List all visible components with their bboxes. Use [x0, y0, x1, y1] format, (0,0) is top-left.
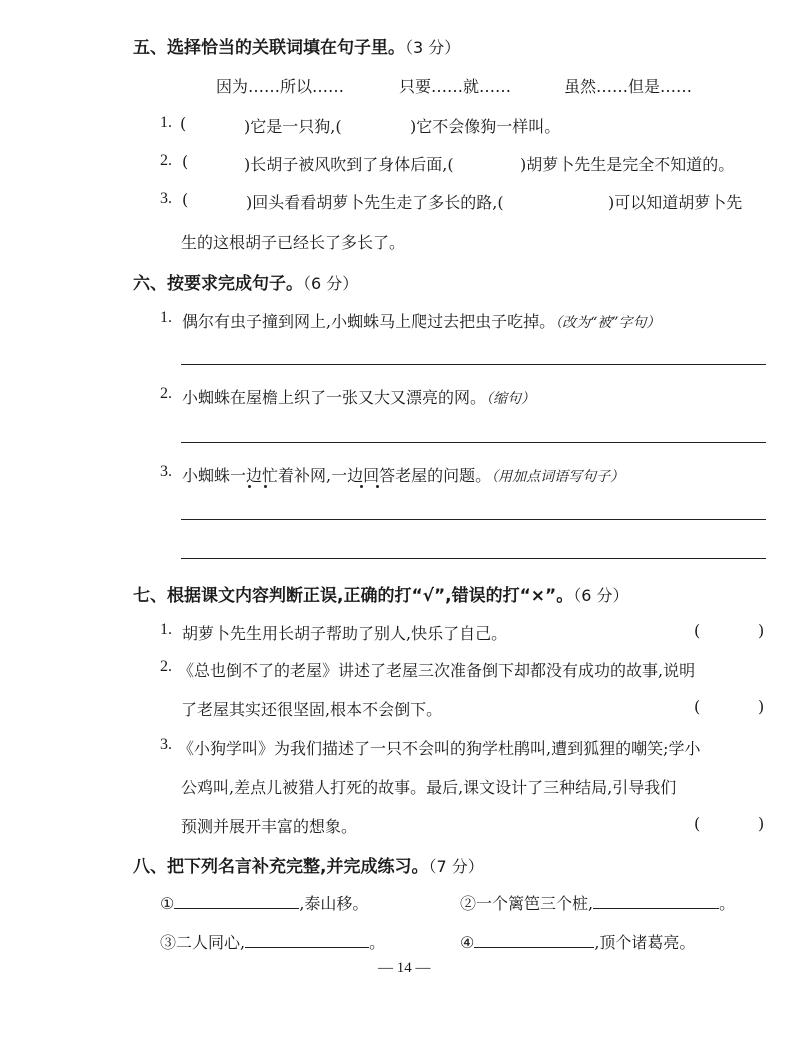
- proverb-1: ① ,泰山移。: [160, 894, 369, 913]
- emphasis-dot: [264, 485, 267, 488]
- s7-q2-paren-open: (: [694, 697, 701, 716]
- s5-q3-p1: (: [182, 190, 189, 209]
- s5-q3-p2: )回头看看胡萝卜先生走了多长的路,(: [246, 193, 504, 212]
- s5-q1-p1: (: [180, 114, 187, 133]
- emphasis-dot: [376, 485, 379, 488]
- connective-option-2: 只要……就……: [399, 77, 512, 96]
- s6-q2-number: 2.: [160, 385, 172, 402]
- s7-q2-answer-box[interactable]: [704, 694, 754, 716]
- s6-q1-answer-line[interactable]: [181, 364, 766, 365]
- s7-q3-answer-box[interactable]: [704, 811, 754, 833]
- s7-q3-line3: 预测并展开丰富的想象。: [181, 817, 358, 836]
- s6-q3-number: 3.: [160, 463, 172, 480]
- s7-q3-paren-open: (: [694, 814, 701, 833]
- s7-q2-line1: 《总也倒不了的老屋》讲述了老屋三次准备倒下却都没有成功的故事,说明: [178, 661, 696, 680]
- s6-q3-answer-line-1[interactable]: [181, 519, 766, 520]
- s7-q1-paren-close: ): [758, 621, 765, 640]
- s6-q2-answer-line[interactable]: [181, 442, 766, 443]
- s7-q2-number: 2.: [160, 658, 172, 675]
- s5-q2-p1: (: [182, 152, 189, 171]
- s5-q1-p2: )它是一只狗,(: [244, 117, 342, 136]
- s5-q2-p3: )胡萝卜先生是完全不知道的。: [520, 155, 735, 174]
- s5-q2-p2: )长胡子被风吹到了身体后面,(: [244, 155, 454, 174]
- proverb-2-blank[interactable]: [593, 892, 719, 909]
- s7-q2-paren-close: ): [758, 697, 765, 716]
- s6-q1-number: 1.: [160, 309, 172, 326]
- connective-option-1: 因为……所以……: [216, 77, 345, 96]
- s5-q3-number: 3.: [160, 190, 172, 207]
- s5-q1-number: 1.: [160, 114, 172, 131]
- s6-q2-text: 小蜘蛛在屋檐上织了一张又大又漂亮的网。（缩句）: [182, 388, 536, 407]
- section-6-title: 六、按要求完成句子。（6 分）: [133, 274, 359, 294]
- page-number: — 14 —: [378, 960, 431, 976]
- s5-q1-p3: )它不会像狗一样叫。: [410, 117, 561, 136]
- s7-q1-text: 胡萝卜先生用长胡子帮助了别人,快乐了自己。: [182, 624, 508, 643]
- connective-option-3: 虽然……但是……: [564, 77, 693, 96]
- section-7-title: 七、根据课文内容判断正误,正确的打“√”,错误的打“×”。（6 分）: [133, 586, 629, 606]
- section-8-title: 八、把下列名言补充完整,并完成练习。（7 分）: [133, 857, 484, 877]
- proverb-1-blank[interactable]: [174, 892, 299, 909]
- s5-q3-p4: 生的这根胡子已经长了多长了。: [181, 233, 406, 252]
- proverb-4: ④ ,顶个诸葛亮。: [460, 933, 696, 952]
- proverb-4-blank[interactable]: [474, 931, 594, 948]
- emphasis-dot: [360, 485, 363, 488]
- s7-q1-answer-box[interactable]: [704, 618, 754, 640]
- s6-q3-answer-line-2[interactable]: [181, 558, 766, 559]
- proverb-3: ③二人同心, 。: [160, 933, 386, 952]
- s5-q3-p3: )可以知道胡萝卜先: [608, 193, 743, 212]
- s6-q1-text: 偶尔有虫子撞到网上,小蜘蛛马上爬过去把虫子吃掉。（改为“被”字句）: [182, 312, 661, 331]
- section-5-title: 五、选择恰当的关联词填在句子里。（3 分）: [133, 38, 461, 58]
- s7-q1-paren-open: (: [694, 621, 701, 640]
- s7-q3-line2: 公鸡叫,差点儿被猎人打死的故事。最后,课文设计了三种结局,引导我们: [181, 778, 677, 797]
- proverb-2: ②一个篱笆三个桩, 。: [460, 894, 736, 913]
- s5-q2-number: 2.: [160, 152, 172, 169]
- s7-q3-number: 3.: [160, 736, 172, 753]
- s7-q1-number: 1.: [160, 621, 172, 638]
- s7-q2-line2: 了老屋其实还很坚固,根本不会倒下。: [181, 700, 443, 719]
- proverb-3-blank[interactable]: [245, 931, 369, 948]
- emphasis-dot: [248, 485, 251, 488]
- s7-q3-line1: 《小狗学叫》为我们描述了一只不会叫的狗学杜鹃叫,遭到狐狸的嘲笑;学小: [178, 739, 701, 758]
- s7-q3-paren-close: ): [758, 814, 765, 833]
- s6-q3-text: 小蜘蛛一边忙着补网,一边回答老屋的问题。（用加点词语写句子）: [182, 466, 625, 485]
